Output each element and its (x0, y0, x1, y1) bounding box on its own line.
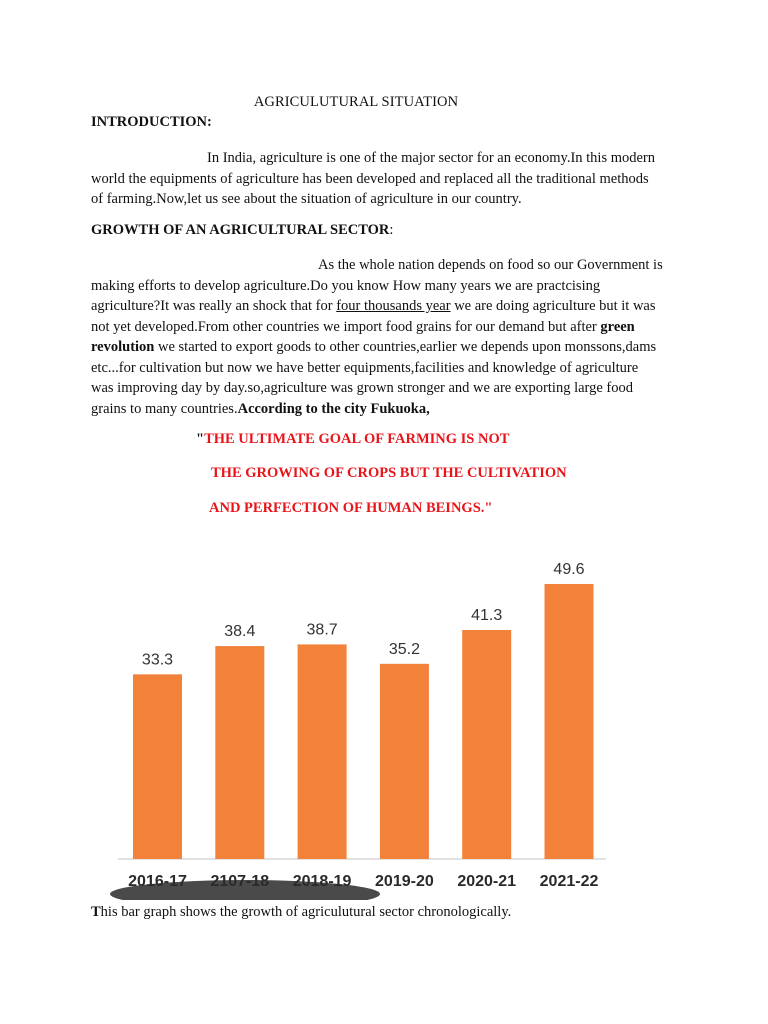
growth-text: not yet developed.From other countries we import food grains for our demand but after (91, 318, 601, 335)
bar-2020-21 (462, 630, 511, 859)
bar-chart (0, 540, 768, 900)
x-tick-label: 2021-22 (539, 873, 599, 890)
bar-value-label: 33.3 (141, 651, 174, 669)
page-title: AGRICULUTURAL SITUATION (253, 94, 459, 110)
growth-line: was improving day by day.so,agriculture was grown stronger and we are exporting large food (91, 380, 633, 396)
introduction-heading: INTRODUCTION: (91, 114, 212, 130)
growth-text: agriculture?It was really an shock that for (91, 298, 337, 314)
growth-heading-colon: : (389, 222, 394, 238)
growth-text: we started to export goods to other countries,earlier we depends upon monssons,dams (154, 339, 657, 355)
bar-2107-18 (215, 646, 264, 859)
bar-value-label: 38.4 (224, 623, 256, 641)
bar-2018-19 (298, 644, 347, 859)
bar-2016-17 (133, 674, 182, 859)
x-tick-label: 2019-20 (375, 873, 434, 890)
intro-line: In India, agriculture is one of the major sector for an economy.In this modern (207, 150, 656, 166)
quote-line-3: AND PERFECTION OF HUMAN BEINGS." (209, 500, 493, 516)
bar-value-label: 35.2 (388, 640, 420, 658)
bar-2021-22 (545, 584, 594, 859)
quote-line-1 (196, 431, 509, 448)
x-tick-label: 2018-19 (292, 873, 352, 890)
growth-heading-text: GROWTH OF AN AGRICULTURAL SECTOR (91, 222, 390, 238)
growth-line (91, 317, 691, 338)
growth-paragraph (91, 255, 691, 419)
growth-text: we are doing agriculture but it was (450, 298, 656, 314)
green-bold: green (600, 318, 635, 335)
x-tick-label: 2020-21 (457, 873, 517, 890)
growth-line (91, 399, 691, 420)
x-tick-label: 2016-17 (128, 873, 187, 890)
quote-text: THE ULTIMATE GOAL OF FARMING IS NOT (204, 431, 510, 447)
growth-line (91, 296, 691, 317)
introduction-paragraph (91, 148, 691, 210)
growth-text: grains to many countries. (91, 400, 238, 417)
bar-value-label: 41.3 (471, 606, 503, 624)
fukuoka-bold: According to the city Fukuoka, (237, 400, 430, 417)
growth-line: making efforts to develop agriculture.Do you know How many years we are practcising (91, 277, 601, 294)
quote-line-2: THE GROWING OF CROPS BUT THE CULTIVATION (211, 465, 567, 481)
bars-group (128, 561, 598, 890)
bar-2019-20 (380, 664, 429, 859)
intro-line: world the equipments of agriculture has been developed and replaced all the traditional methods (91, 170, 649, 187)
chart-caption (91, 904, 511, 921)
quote-open-mark: " (196, 431, 205, 447)
growth-line (91, 337, 691, 358)
revolution-bold: revolution (91, 339, 155, 355)
growth-line: etc...for cultivation but now we have better equipments,facilities and knowledge of agriculture (91, 359, 639, 376)
growth-heading (91, 222, 393, 239)
four-thousand-years-underlined: four thousands year (336, 298, 451, 314)
bar-value-label: 49.6 (553, 560, 585, 578)
intro-line: of farming.Now,let us see about the situation of agriculture in our country. (91, 191, 522, 207)
caption-text: his bar graph shows the growth of agriculutural sector chronologically. (100, 904, 512, 920)
x-tick-label: 2107-18 (210, 873, 270, 890)
caption-first-letter: T (91, 904, 101, 920)
bar-value-label: 38.7 (306, 621, 338, 639)
growth-line: As the whole nation depends on food so our Government is (318, 257, 663, 273)
